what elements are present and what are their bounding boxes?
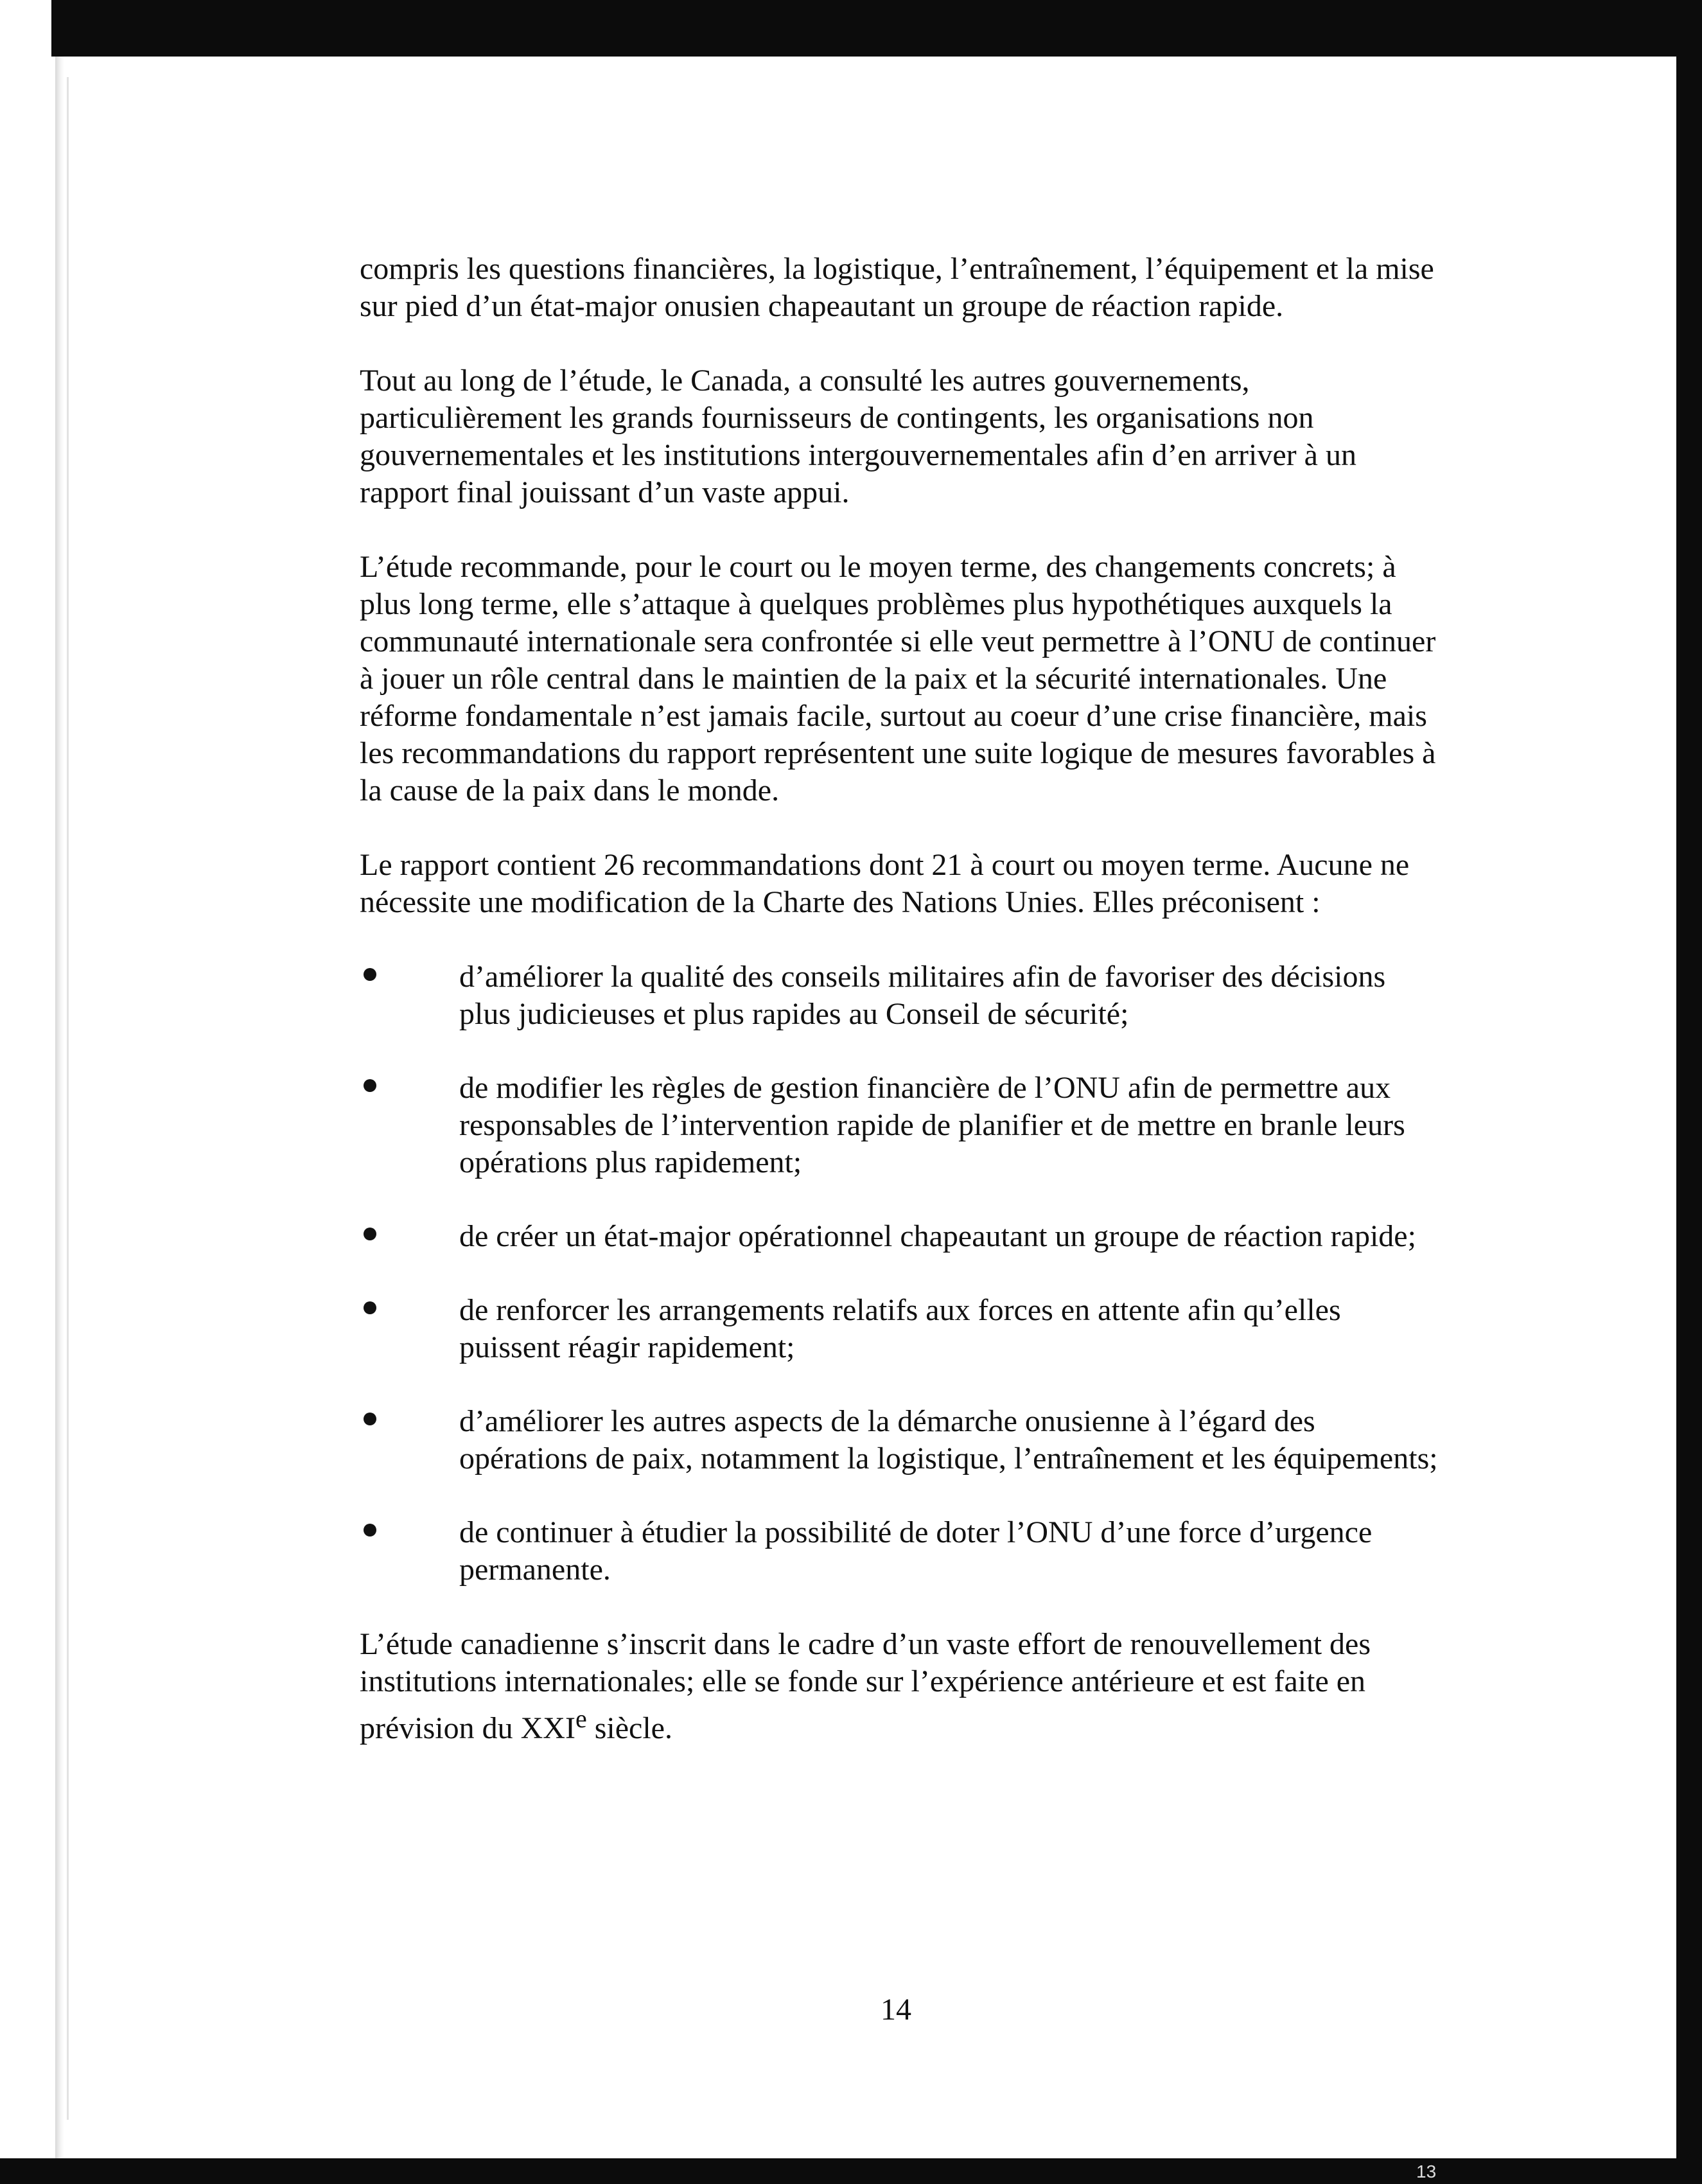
list-item	[360, 1070, 1439, 1181]
page-number: 14	[881, 1993, 911, 2027]
bullet-icon	[364, 1079, 376, 1092]
list-item	[360, 1218, 1439, 1255]
closing-text-end: siècle.	[586, 1711, 672, 1745]
paragraph-report-contents: Le rapport contient 26 recommandations dont 21 à court ou moyen terme. Aucune ne nécessite une modification de la Charte des Nations Unies. Elles préconisent :	[360, 848, 1410, 919]
bullet-icon	[364, 968, 376, 981]
scan-top-border	[51, 0, 1702, 57]
list-item	[360, 1403, 1439, 1477]
scan-left-binding-line	[67, 77, 69, 2120]
list-item	[360, 1292, 1439, 1366]
scan-right-border	[1676, 0, 1702, 2184]
list-item	[360, 958, 1439, 1033]
page-body	[360, 251, 1439, 1784]
corner-scan-mark: 13	[1416, 2162, 1437, 2181]
list-item-text: de continuer à étudier la possibilité de doter l’ONU d’une force d’urgence permanente.	[459, 1515, 1373, 1587]
bullet-icon	[364, 1413, 376, 1425]
bullet-icon	[364, 1301, 376, 1314]
list-item-text: d’améliorer la qualité des conseils militaires afin de favoriser des décisions plus judicieuses et plus rapides au Conseil de sécurité;	[459, 960, 1386, 1031]
bullet-icon	[364, 1228, 376, 1240]
list-item-text: de modifier les règles de gestion financière de l’ONU afin de permettre aux responsables de l’intervention rapide de planifier et de mettre en branle leurs opérations plus rapidement;	[459, 1071, 1405, 1179]
list-item-text: de renforcer les arrangements relatifs aux forces en attente afin qu’elles puissent réagir rapidement;	[459, 1293, 1341, 1364]
paragraph-consultation: Tout au long de l’étude, le Canada, a consulté les autres gouvernements, particulièrement les grands fournisseurs de contingents, les organisations non gouvernementales et les institutions intergouvernementales afin d’en arriver à un rapport final jouissant d’un vaste appui.	[360, 364, 1356, 509]
scan-bottom-border	[0, 2158, 1702, 2184]
list-item	[360, 1514, 1439, 1589]
closing-text-main: L’étude canadienne s’inscrit dans le cadre d’un vaste effort de renouvellement des institutions internationales; elle se fonde sur l’expérience antérieure et est faite en prévision du XXI	[360, 1627, 1371, 1745]
paragraph-continuation: compris les questions financières, la logistique, l’entraînement, l’équipement et la mise sur pied d’un état-major onusien chapeautant un groupe de réaction rapide.	[360, 252, 1434, 323]
list-item-text: d’améliorer les autres aspects de la démarche onusienne à l’égard des opérations de paix, notamment la logistique, l’entraînement et les équipements;	[459, 1404, 1438, 1475]
recommendations-list	[360, 958, 1439, 1589]
century-superscript: e	[575, 1704, 587, 1733]
paragraph-closing	[360, 1626, 1439, 1747]
scan-left-binding-shadow	[55, 57, 64, 2158]
bullet-icon	[364, 1524, 376, 1537]
paragraph-recommendations-overview: L’étude recommande, pour le court ou le moyen terme, des changements concrets; à plus long terme, elle s’attaque à quelques problèmes plus hypothétiques auxquels la communauté internationale sera confrontée si elle veut permettre à l’ONU de continuer à jouer un rôle central dans le maintien de la paix et la sécurité internationales. Une réforme fondamentale n’est jamais facile, surtout au coeur d’une crise financière, mais les recommandations du rapport représentent une suite logique de mesures favorables à la cause de la paix dans le monde.	[360, 550, 1436, 807]
list-item-text: de créer un état-major opérationnel chapeautant un groupe de réaction rapide;	[459, 1219, 1416, 1253]
